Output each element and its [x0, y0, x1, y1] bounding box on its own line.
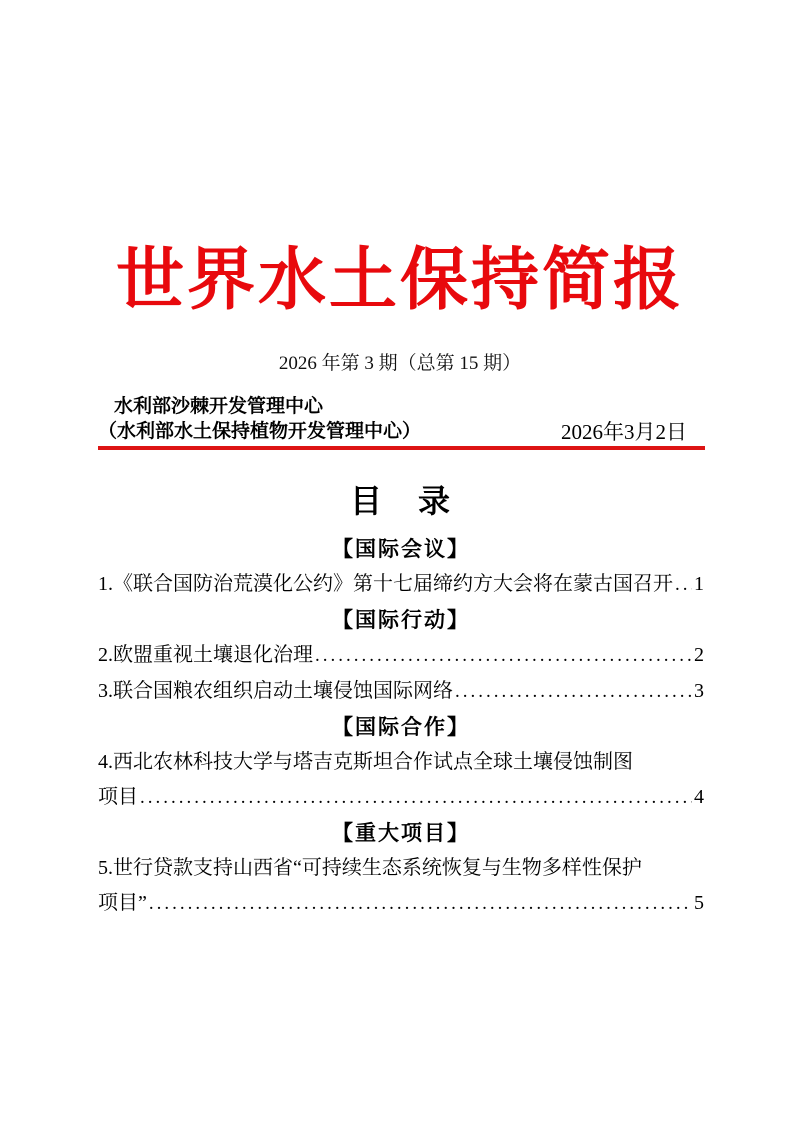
toc-entry-page: 5 [694, 892, 704, 914]
toc-entry-1 [98, 569, 704, 600]
toc-entry-page: 4 [694, 786, 704, 808]
dot-leader [140, 782, 692, 813]
dot-leader [455, 676, 692, 707]
issue-info: 2026 年第 3 期（总第 15 期） [278, 353, 522, 374]
toc-entry-text: 3.联合国粮农组织启动土壤侵蚀国际网络 [98, 680, 453, 702]
toc-entry-text: 1.《联合国防治荒漠化公约》第十七届缔约方大会将在蒙古国召开 [98, 573, 673, 595]
toc-entry-page: 3 [694, 680, 704, 702]
toc-entry-text: 项目” [98, 892, 147, 914]
org-name-secondary: （水利部水土保持植物开发管理中心） [98, 421, 422, 442]
dot-leader [315, 640, 692, 671]
toc-entry-2 [98, 640, 704, 671]
org-names [98, 394, 421, 444]
toc-entry-5-line1: 5.世行贷款支持山西省“可持续生态系统恢复与生物多样性保护 [98, 857, 642, 879]
toc-entry-3 [98, 676, 704, 707]
toc-title: 目 录 [349, 483, 452, 519]
toc-entry-text: 项目 [98, 786, 138, 808]
toc-entry-4-line2 [98, 782, 704, 813]
table-of-contents [98, 482, 704, 924]
issue-date: 2026年3月2日 [561, 420, 687, 444]
bulletin-title: 世界水土保持简报 [115, 242, 684, 318]
masthead [98, 394, 705, 444]
toc-entry-5-line2 [98, 888, 704, 919]
dot-leader [149, 888, 692, 919]
toc-entry-4-line1: 4.西北农林科技大学与塔吉克斯坦合作试点全球土壤侵蚀制图 [98, 751, 633, 773]
toc-section-heading-international-meetings: 【国际会议】 [332, 537, 470, 561]
toc-entry-page: 1 [694, 573, 704, 595]
dot-leader [675, 569, 692, 600]
toc-section-heading-major-projects: 【重大项目】 [332, 821, 470, 845]
toc-section-heading-international-actions: 【国际行动】 [332, 608, 470, 632]
toc-section-heading-international-cooperation: 【国际合作】 [332, 715, 470, 739]
toc-entry-page: 2 [694, 644, 704, 666]
org-name-primary: 水利部沙棘开发管理中心 [114, 396, 324, 417]
divider-rule [98, 446, 705, 450]
toc-entry-text: 2.欧盟重视土壤退化治理 [98, 644, 313, 666]
